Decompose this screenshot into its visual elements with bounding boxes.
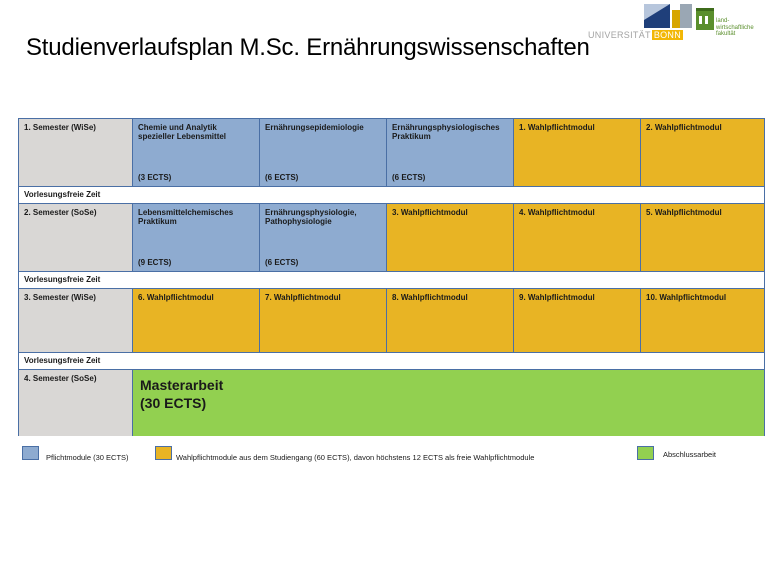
break-row	[19, 271, 764, 288]
module-cell	[386, 289, 513, 352]
master-thesis-cell	[132, 370, 764, 436]
module-cell	[640, 119, 764, 186]
legend	[0, 446, 768, 466]
module-name: 6. Wahlpflichtmodul	[138, 293, 214, 302]
module-cell	[386, 119, 513, 186]
module-name: 5. Wahlpflichtmodul	[646, 208, 722, 217]
module-name: 8. Wahlpflichtmodul	[392, 293, 468, 302]
module-name: Ernährungsepidemiologie	[265, 123, 364, 132]
module-cell	[259, 289, 386, 352]
module-cell	[513, 289, 640, 352]
module-cell	[640, 204, 764, 271]
module-cell	[640, 289, 764, 352]
module-cell	[513, 119, 640, 186]
legend-label-abschluss: Abschlussarbeit	[663, 450, 716, 459]
logo-faculty-text: land- wirtschaftliche fakultät	[716, 18, 754, 37]
semester-label: 4. Semester (SoSe)	[19, 370, 132, 436]
module-cell	[513, 204, 640, 271]
module-name: Ernährungsphysiologie, Pathophysiologie	[265, 208, 357, 226]
module-name: 10. Wahlpflichtmodul	[646, 293, 727, 302]
master-thesis-ects: (30 ECTS)	[140, 395, 207, 411]
module-cell	[386, 204, 513, 271]
break-row	[19, 186, 764, 203]
module-ects: (6 ECTS)	[392, 173, 426, 182]
module-cell	[259, 204, 386, 271]
module-name: 3. Wahlpflichtmodul	[392, 208, 468, 217]
module-ects: (6 ECTS)	[265, 258, 299, 267]
break-label: Vorlesungsfreie Zeit	[19, 187, 764, 203]
module-cell	[132, 289, 259, 352]
module-cell	[132, 119, 259, 186]
legend-swatch-pflicht	[22, 446, 39, 460]
module-name: 2. Wahlpflichtmodul	[646, 123, 722, 132]
semester-label: 2. Semester (SoSe)	[19, 204, 132, 271]
study-plan-table	[18, 118, 765, 436]
module-ects: (9 ECTS)	[138, 258, 172, 267]
module-ects: (3 ECTS)	[138, 173, 172, 182]
legend-swatch-abschluss	[637, 446, 654, 460]
university-logo	[588, 4, 754, 44]
page-title: Studienverlaufsplan M.Sc. Ernährungswissenschaften	[26, 34, 590, 61]
module-cell	[132, 204, 259, 271]
legend-swatch-wahlpflicht	[155, 446, 172, 460]
legend-label-pflicht: Pflichtmodule (30 ECTS)	[46, 453, 129, 462]
module-name: Ernährungsphysiologisches Praktikum	[392, 123, 500, 141]
module-name: Lebensmittelchemisches Praktikum	[138, 208, 234, 226]
module-ects: (6 ECTS)	[265, 173, 299, 182]
module-cell	[259, 119, 386, 186]
semester-row-4	[19, 369, 764, 435]
semester-label: 1. Semester (WiSe)	[19, 119, 132, 186]
break-row	[19, 352, 764, 369]
legend-label-wahlpflicht: Wahlpflichtmodule aus dem Studiengang (60 ECTS), davon höchstens 12 ECTS als freie Wahlpflichtmodule	[176, 453, 535, 462]
semester-row-2	[19, 203, 764, 271]
break-label: Vorlesungsfreie Zeit	[19, 272, 764, 288]
module-name: 4. Wahlpflichtmodul	[519, 208, 595, 217]
module-name: 9. Wahlpflichtmodul	[519, 293, 595, 302]
module-name: 1. Wahlpflichtmodul	[519, 123, 595, 132]
break-label: Vorlesungsfreie Zeit	[19, 353, 764, 369]
semester-label: 3. Semester (WiSe)	[19, 289, 132, 352]
module-name: Chemie und Analytik spezieller Lebensmittel	[138, 123, 227, 141]
semester-row-3	[19, 288, 764, 352]
module-name: 7. Wahlpflichtmodul	[265, 293, 341, 302]
semester-row-1	[19, 119, 764, 186]
master-thesis-title: Masterarbeit	[140, 377, 224, 393]
logo-university-text: UNIVERSITÄT BONN	[588, 30, 682, 40]
